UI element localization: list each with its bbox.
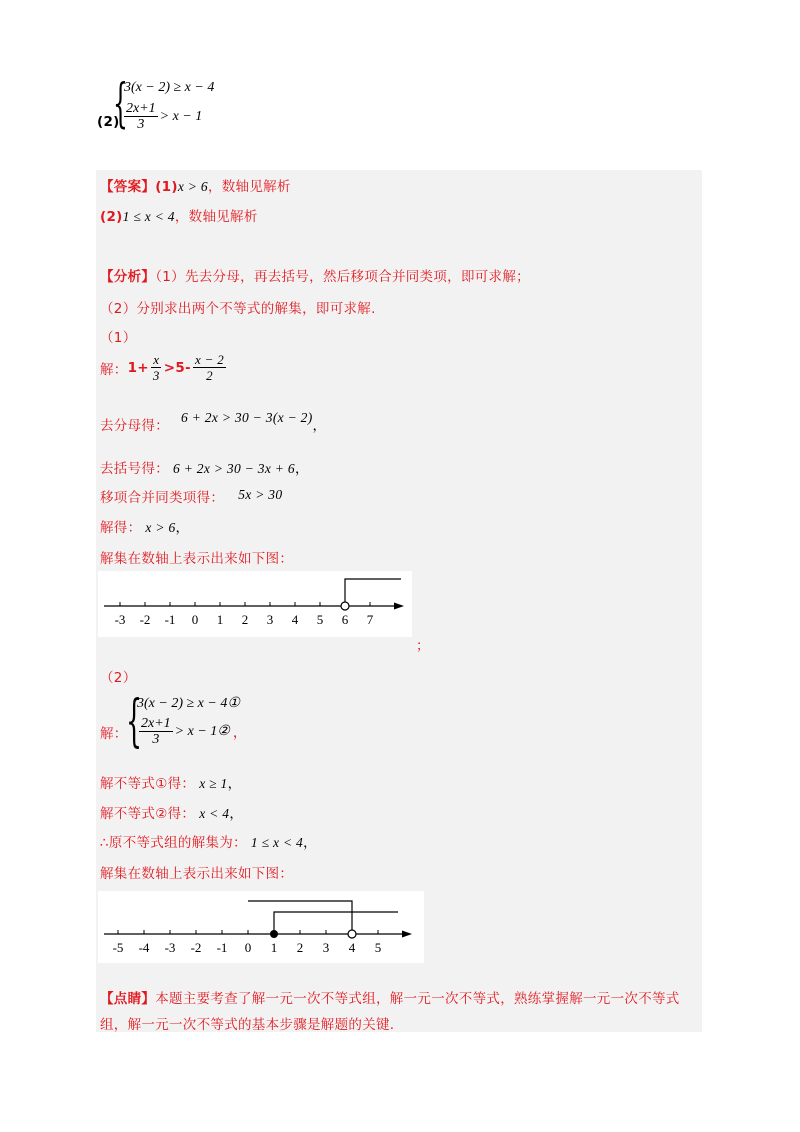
answer-part2-label: (2) <box>100 209 123 225</box>
part1-step4 <box>100 516 189 536</box>
number-line-1 <box>98 571 412 637</box>
part1-step1 <box>100 410 327 434</box>
number-line-1-svg <box>98 571 412 637</box>
tick-label: -1 <box>216 940 228 955</box>
part2-sol1 <box>100 772 241 792</box>
part1-step1-label: 去分母得： <box>100 418 169 434</box>
answer-part1-label: (1) <box>155 179 178 195</box>
answer-line1 <box>100 175 291 195</box>
comment-tag: 【点睛】 <box>100 991 156 1007</box>
tick-label: 1 <box>270 940 278 955</box>
axis-arrow-icon <box>394 603 404 610</box>
part1-step4-end: ， <box>175 520 190 536</box>
part2-sol1-math: x ≥ 1 <box>199 776 228 791</box>
part1-step4-math: x > 6 <box>145 520 176 535</box>
part1-equation <box>100 352 228 383</box>
solution-bracket <box>345 579 401 602</box>
tick-label: -2 <box>190 940 202 955</box>
tick-label: 6 <box>341 612 349 627</box>
part1-step3 <box>100 486 282 506</box>
tick-label: 5 <box>374 940 382 955</box>
part1-step2 <box>100 457 309 477</box>
part1-eq-mid: >5- <box>163 359 191 376</box>
part2-ineq1: 3(x − 2) ≥ x − 4① <box>137 696 240 711</box>
analysis-line2: （2）分别求出两个不等式的解集，即可求解. <box>100 301 376 317</box>
tick-label: -3 <box>114 612 126 627</box>
tick-label: 2 <box>296 940 304 955</box>
axis-arrow-icon <box>402 931 412 938</box>
part2-sol2 <box>100 802 243 822</box>
open-point-6 <box>341 602 349 610</box>
part1-eq-prefix: 1+ <box>127 359 149 376</box>
part2-ineq2-den: 3 <box>152 732 160 747</box>
question-ineq2-num: 2x+1 <box>126 101 156 116</box>
part2-sol1-end: ， <box>227 776 242 792</box>
part1-step1-end: ， <box>312 418 327 434</box>
tick-label: 1 <box>216 612 224 627</box>
part2-sol3-label: ∴原不等式组的解集为： <box>100 835 247 851</box>
part2-numline-caption: 解集在数轴上表示出来如下图： <box>100 866 294 882</box>
comment-line2: 组，解一元一次不等式的基本步骤是解题的关键. <box>100 1017 395 1033</box>
part1-jie: 解： <box>100 361 128 378</box>
question-label: (2) <box>97 114 120 130</box>
tick-label: -4 <box>138 940 150 955</box>
tick-label: 0 <box>191 612 199 627</box>
question-ineq2-den: 3 <box>137 117 145 132</box>
part2-sol1-label: 解不等式①得： <box>100 776 196 792</box>
answer-tag: 【答案】 <box>100 179 156 195</box>
part2-sol3-math: 1 ≤ x < 4 <box>250 835 304 850</box>
part2-ineq2-rest: > x − 1② <box>174 724 230 739</box>
analysis-line1-text: （1）先去分母，再去括号，然后移项合并同类项，即可求解； <box>155 269 530 285</box>
tick-label: -5 <box>112 940 124 955</box>
tick-label: 7 <box>366 612 374 627</box>
part1-frac1-num: x <box>153 352 160 367</box>
analysis-line1 <box>100 265 530 285</box>
tick-label: -2 <box>139 612 151 627</box>
part1-numline-caption: 解集在数轴上表示出来如下图： <box>100 551 294 567</box>
answer-part2-text: ，数轴见解析 <box>174 209 258 225</box>
tick-label: -1 <box>164 612 176 627</box>
part1-step1-math: 6 + 2x > 30 − 3(x − 2) <box>181 410 313 425</box>
part2-sol2-end: ， <box>229 806 244 822</box>
part2-sol2-math: x < 4 <box>199 806 230 821</box>
part1-step4-label: 解得： <box>100 520 142 536</box>
number-line-2 <box>98 891 424 963</box>
tick-label: 3 <box>322 940 330 955</box>
tick-label: 2 <box>241 612 249 627</box>
answer-part1-math: x > 6 <box>177 179 208 194</box>
comment-line1 <box>100 987 680 1007</box>
analysis-tag: 【分析】 <box>100 269 156 285</box>
answer-line2 <box>100 205 258 225</box>
part2-brace: { <box>126 689 143 754</box>
part1-semicolon: ； <box>416 638 430 654</box>
part2-ineq2 <box>137 716 247 747</box>
part1-step3-label: 移项合并同类项得： <box>100 490 225 506</box>
part2-label: （2） <box>100 670 137 686</box>
solution-bracket-lower <box>274 912 398 934</box>
part2-sol3-end: ， <box>303 835 317 851</box>
part1-step2-math: 6 + 2x > 30 − 3x + 6 <box>173 461 295 476</box>
part2-sol2-label: 解不等式②得： <box>100 806 196 822</box>
solution-bracket-upper <box>248 901 352 930</box>
part1-frac2-num: x − 2 <box>194 352 224 367</box>
part2-sol3 <box>100 831 317 851</box>
part2-comma: ， <box>232 725 247 741</box>
tick-label: 4 <box>291 612 299 627</box>
answer-part1-text: ，数轴见解析 <box>207 179 291 195</box>
question-ineq2-rest: > x − 1 <box>159 108 203 124</box>
part1-step2-end: ， <box>294 461 309 477</box>
open-point-4 <box>348 930 356 938</box>
closed-point-1 <box>270 930 278 938</box>
tick-label: 0 <box>244 940 252 955</box>
tick-label: 4 <box>348 940 356 955</box>
tick-label: 3 <box>266 612 274 627</box>
answer-part2-math: 1 ≤ x < 4 <box>122 209 175 224</box>
question-brace: { <box>113 74 128 134</box>
part2-jie: 解： <box>100 726 128 742</box>
part1-frac1-den: 3 <box>152 368 160 383</box>
part1-frac2-den: 2 <box>206 368 213 383</box>
part1-step2-label: 去括号得： <box>100 461 169 477</box>
part1-label: （1） <box>100 330 137 346</box>
tick-label: -3 <box>164 940 176 955</box>
number-line-2-svg <box>98 891 424 963</box>
question-ineq1: 3(x − 2) ≥ x − 4 <box>124 80 215 95</box>
question-ineq2 <box>122 101 202 132</box>
part2-ineq2-num: 2x+1 <box>141 716 171 731</box>
tick-label: 5 <box>316 612 324 627</box>
part1-step3-math: 5x > 30 <box>238 487 283 502</box>
comment-line1-text: 本题主要考查了解一元一次不等式组，解一元一次不等式，熟练掌握解一元一次不等式 <box>155 991 680 1007</box>
